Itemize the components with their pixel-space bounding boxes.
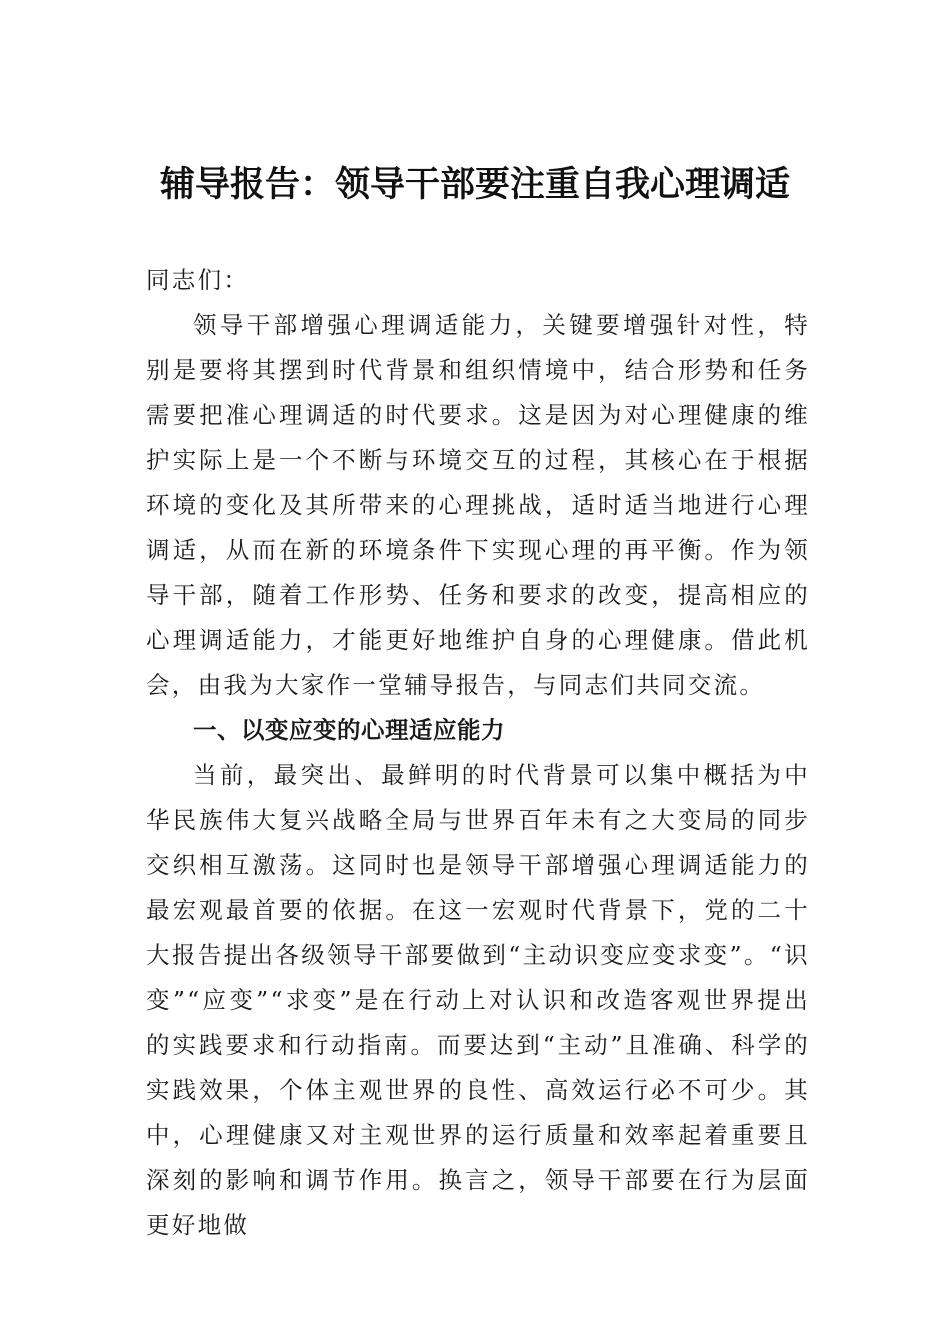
- intro-paragraph: 领导干部增强心理调适能力，关键要增强针对性，特别是要将其摆到时代背景和组织情境中，结合形势和任务需要把准心理调适的时代要求。这是因为对心理健康的维护实际上是一个不断与环境交互的过程，其核心在于根据环境的变化及其所带来的心理挑战，适时适当地进行心理调适，从而在新的环境条件下实现心理的再平衡。作为领导干部，随着工作形势、任务和要求的改变，提高相应的心理调适能力，才能更好地维护自身的心理健康。借此机会，由我为大家作一堂辅导报告，与同志们共同交流。: [146, 311, 810, 699]
- section-heading-1: 一、以变应变的心理适应能力: [193, 716, 505, 744]
- document-title: 辅导报告：领导干部要注重自我心理调适: [159, 164, 790, 205]
- salutation: 同志们：: [146, 266, 250, 294]
- section-1-paragraph: 当前，最突出、最鲜明的时代背景可以集中概括为中华民族伟大复兴战略全局与世界百年未有之大变局的同步交织相互激荡。这同时也是领导干部增强心理调适能力的最宏观最首要的依据。在这一宏观时代背景下，党的二十大报告提出各级领导干部要做到“主动识变应变求变”。“识变”“应变”“求变”是在行动上对认识和改造客观世界提出的实践要求和行动指南。而要达到“主动”且准确、科学的实践效果，个体主观世界的良性、高效运行必不可少。其中，心理健康又对主观世界的运行质量和效率起着重要且深刻的影响和调节作用。换言之，领导干部要在行为层面更好地做: [146, 761, 810, 1239]
- document-body: [146, 258, 810, 1248]
